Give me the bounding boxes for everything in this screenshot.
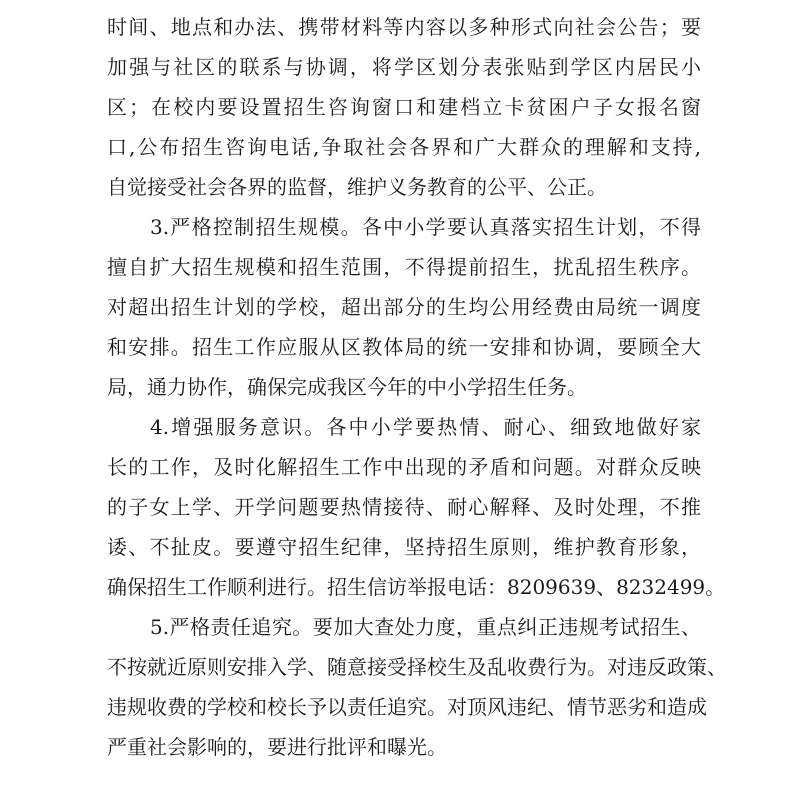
text-line: 的子女上学、开学问题要热情接待、耐心解释、及时处理，不推 xyxy=(107,495,701,519)
text-line: 诿、不扯皮。要遵守招生纪律，坚持招生原则，维护教育形象， xyxy=(107,535,701,559)
text-line: 区；在校内要设置招生咨询窗口和建档立卡贫困户子女报名窗 xyxy=(107,95,701,119)
text-line: 违规收费的学校和校长予以责任追究。对顶风违纪、情节恶劣和造成 xyxy=(107,695,707,719)
text-line: 和安排。招生工作应服从区教体局的统一安排和协调，要顾全大 xyxy=(107,335,701,359)
text-line: 长的工作，及时化解招生工作中出现的矛盾和问题。对群众反映 xyxy=(107,455,701,479)
paragraph-5-heading-line: 5.严格责任追究。要加大查处力度，重点纠正违规考试招生、 xyxy=(150,615,701,639)
text-line: 局，通力协作，确保完成我区今年的中小学招生任务。 xyxy=(107,375,587,399)
paragraph-4-heading-line: 4.增强服务意识。各中小学要热情、耐心、细致地做好家 xyxy=(150,415,701,439)
text-line: 时间、地点和办法、携带材料等内容以多种形式向社会公告；要 xyxy=(107,15,701,39)
text-line: 口,公布招生咨询电话,争取社会各界和广大群众的理解和支持, xyxy=(107,135,701,159)
text-line: 自觉接受社会各界的监督，维护义务教育的公平、公正。 xyxy=(107,175,607,199)
text-line: 加强与社区的联系与协调，将学区划分表张贴到学区内居民小 xyxy=(107,55,701,79)
text-line: 擅自扩大招生规模和招生范围，不得提前招生，扰乱招生秩序。 xyxy=(107,255,701,279)
paragraph-3-heading-line: 3.严格控制招生规模。各中小学要认真落实招生计划，不得 xyxy=(150,215,701,239)
hotline-line: 确保招生工作顺利进行。招生信访举报电话：8209639、8232499。 xyxy=(107,575,726,599)
text-line: 对超出招生计划的学校，超出部分的生均公用经费由局统一调度 xyxy=(107,295,701,319)
text-line: 不按就近原则安排入学、随意接受择校生及乱收费行为。对违反政策、 xyxy=(107,655,727,679)
text-line: 严重社会影响的，要进行批评和曝光。 xyxy=(107,735,447,759)
